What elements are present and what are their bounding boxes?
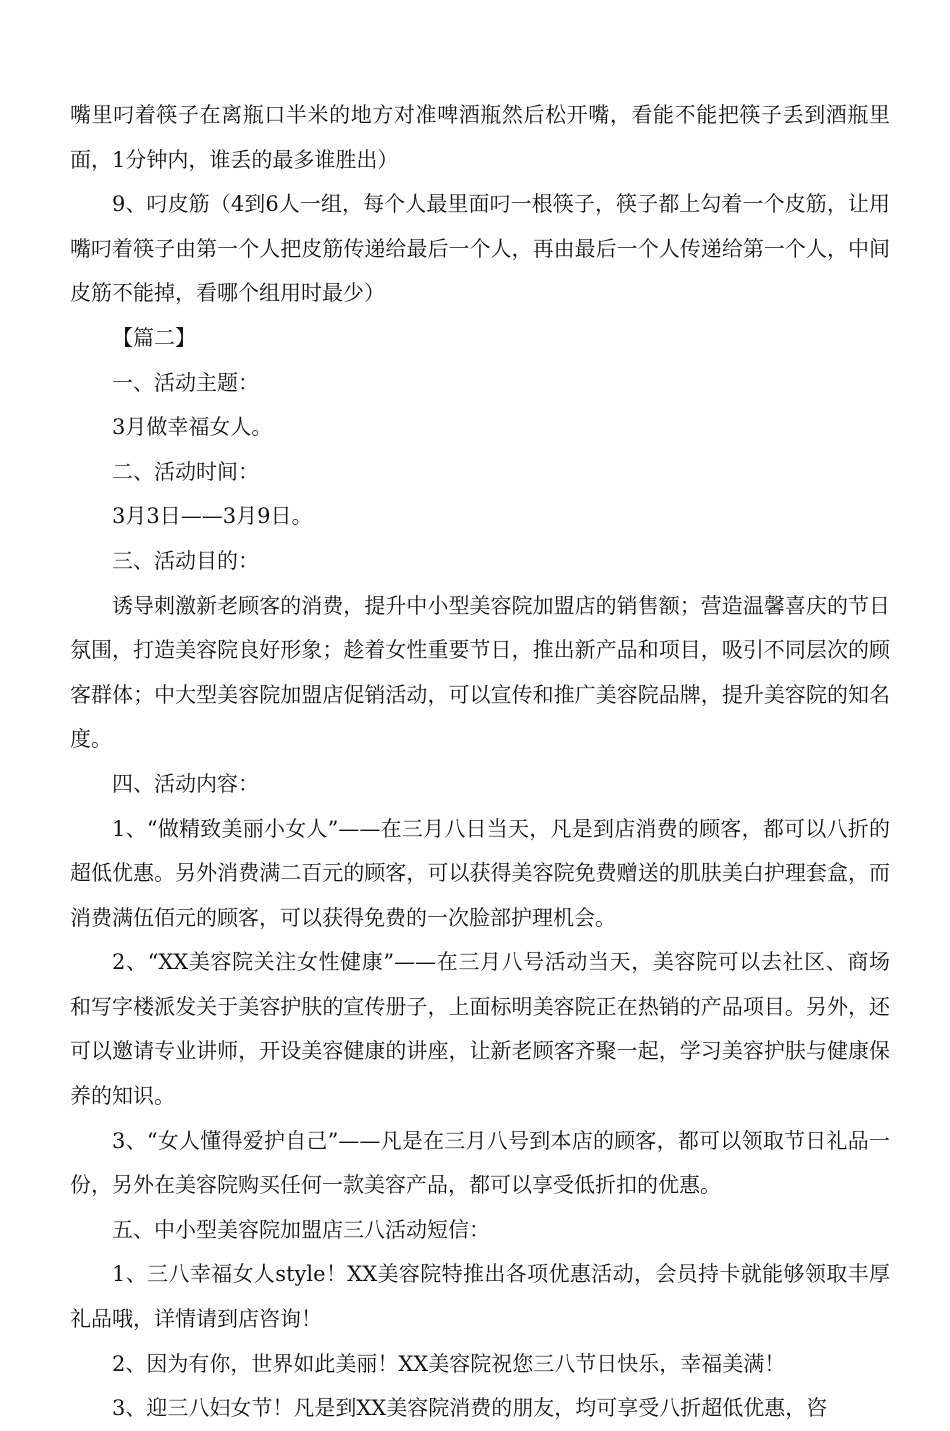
paragraph-content-item-2: 2、“XX美容院关注女性健康”——在三月八号活动当天，美容院可以去社区、商场和写字楼派发关于美容护肤的宣传册子，上面标明美容院正在热销的产品项目。另外，还可以邀请专业讲师，开设美容健康的讲座，让新老顾客齐聚一起，学习美容护肤与健康保养的知识。	[70, 950, 890, 1109]
paragraph-continuation: 嘴里叼着筷子在离瓶口半米的地方对准啤酒瓶然后松开嘴，看能不能把筷子丢到酒瓶里面，1分钟内，谁丢的最多谁胜出）	[70, 103, 890, 172]
section-heading-part-two: 【篇二】	[112, 325, 196, 350]
paragraph-activity-purpose: 诱导刺激新老顾客的消费，提升中小型美容院加盟店的销售额；营造温馨喜庆的节日氛围，打造美容院良好形象；趁着女性重要节日，推出新产品和项目，吸引不同层次的顾客群体；中大型美容院加盟店促销活动，可以宣传和推广美容院品牌，提升美容院的知名度。	[70, 593, 890, 752]
paragraph-activity-theme: 3月做幸福女人。	[112, 415, 273, 440]
heading-activity-theme: 一、活动主题：	[112, 370, 259, 395]
paragraph-activity-time: 3月3日——3月9日。	[112, 504, 313, 529]
heading-activity-content: 四、活动内容：	[112, 771, 259, 796]
document-body	[70, 93, 890, 1431]
paragraph-sms-1: 1、三八幸福女人style！XX美容院特推出各项优惠活动，会员持卡就能够领取丰厚礼品哦，详情请到店咨询！	[70, 1262, 890, 1332]
paragraph-content-item-3: 3、“女人懂得爱护自己”——凡是在三月八号到本店的顾客，都可以领取节日礼品一份，另外在美容院购买任何一款美容产品，都可以享受低折扣的优惠。	[70, 1128, 890, 1198]
paragraph-sms-3: 3、迎三八妇女节！凡是到XX美容院消费的朋友，均可享受八折超低优惠，咨	[112, 1396, 828, 1421]
paragraph-sms-2: 2、因为有你，世界如此美丽！XX美容院祝您三八节日快乐，幸福美满！	[112, 1351, 786, 1376]
paragraph-item-9: 9、叼皮筋（4到6人一组，每个人最里面叼一根筷子，筷子都上勾着一个皮筋，让用嘴叼着筷子由第一个人把皮筋传递给最后一个人，再由最后一个人传递给第一个人，中间皮筋不能掉，看哪个组用时最少）	[70, 192, 890, 306]
heading-activity-time: 二、活动时间：	[112, 459, 259, 484]
heading-activity-purpose: 三、活动目的：	[112, 548, 259, 573]
paragraph-content-item-1: 1、“做精致美丽小女人”——在三月八日当天，凡是到店消费的顾客，都可以八折的超低优惠。另外消费满二百元的顾客，可以获得美容院免费赠送的肌肤美白护理套盒，而消费满伍佰元的顾客，可以获得免费的一次脸部护理机会。	[70, 816, 890, 930]
heading-sms-messages: 五、中小型美容院加盟店三八活动短信：	[112, 1217, 490, 1242]
